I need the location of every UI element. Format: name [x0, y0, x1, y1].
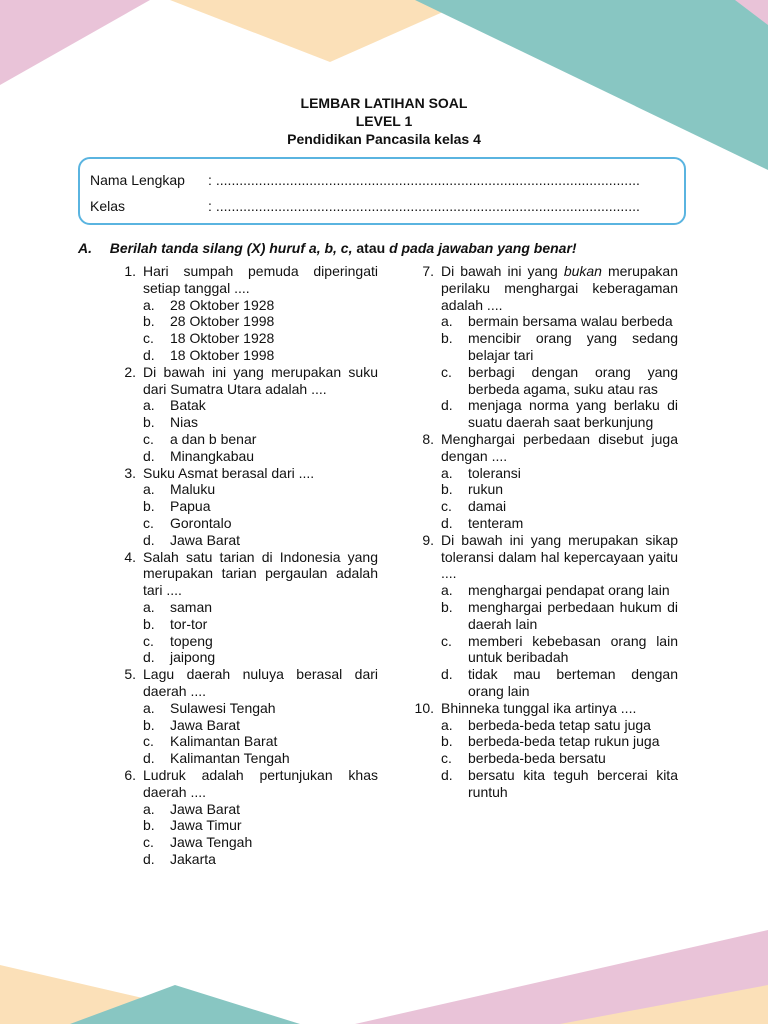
answer-option[interactable] — [143, 717, 378, 734]
option-text: menghargai perbedaan hukum di daerah lain — [468, 598, 678, 632]
answer-option[interactable] — [441, 313, 678, 330]
question-number: 7. — [422, 263, 434, 279]
option-text: 28 Oktober 1928 — [170, 296, 275, 313]
option-letter: b. — [143, 615, 155, 632]
option-text: Kalimantan Tengah — [170, 750, 290, 767]
option-letter: b. — [441, 598, 453, 615]
option-text: Gorontalo — [170, 514, 232, 531]
option-letter: d. — [441, 666, 453, 683]
option-letter: d. — [441, 766, 453, 783]
name-label: Nama Lengkap — [90, 172, 185, 188]
option-letter: c. — [143, 834, 154, 851]
question-number: 4. — [124, 548, 136, 565]
question-number: 6. — [124, 766, 136, 783]
option-letter: b. — [143, 817, 155, 834]
answer-option[interactable] — [143, 750, 378, 767]
option-text: Maluku — [170, 481, 216, 498]
question-row — [112, 767, 378, 801]
option-text: topeng — [170, 632, 213, 649]
option-text: menjaga norma yang berlaku di suatu daerah saat berkunjung — [468, 397, 678, 431]
answer-option[interactable] — [143, 599, 378, 616]
question-text-part: merupakan perilaku menghargai keberagaman adalah .... — [441, 263, 678, 313]
option-letter: d. — [143, 850, 155, 867]
option-text: saman — [170, 598, 213, 615]
answer-option[interactable] — [143, 801, 378, 818]
option-text: Jakarta — [170, 850, 216, 867]
option-letter: b. — [143, 716, 155, 733]
option-letter: d. — [143, 447, 155, 464]
option-letter: b. — [441, 330, 453, 347]
option-text: Sulawesi Tengah — [170, 699, 276, 716]
answer-option[interactable] — [143, 448, 378, 465]
answer-option[interactable] — [441, 666, 678, 700]
question-item — [112, 549, 378, 667]
question-item — [410, 431, 678, 532]
option-letter: d. — [441, 397, 453, 414]
answer-option[interactable] — [143, 700, 378, 717]
option-text: Kalimantan Barat — [170, 733, 278, 750]
name-separator: : — [208, 172, 212, 188]
answer-option[interactable] — [143, 347, 378, 364]
question-text-emphasis: bukan — [563, 263, 602, 279]
answer-option[interactable] — [143, 649, 378, 666]
answer-option[interactable] — [441, 515, 678, 532]
option-text: Jawa Barat — [170, 531, 241, 548]
question-number: 10. — [414, 699, 434, 716]
option-text: jaipong — [170, 649, 216, 666]
answer-option[interactable] — [143, 733, 378, 750]
option-letter: a. — [441, 313, 453, 330]
question-text: Salah satu tarian di Indonesia yang merupakan tarian pergaulan adalah tari .... — [143, 548, 378, 599]
option-letter: b. — [143, 498, 155, 515]
worksheet-subject: Pendidikan Pancasila kelas 4 — [287, 131, 481, 147]
question-text: Di bawah ini yang merupakan suku dari Sumatra Utara adalah .... — [143, 363, 378, 397]
option-text: bermain bersama walau berbeda — [468, 313, 673, 330]
option-letter: b. — [441, 733, 453, 750]
answer-option[interactable] — [143, 330, 378, 347]
option-letter: d. — [143, 346, 155, 363]
question-item — [410, 532, 678, 700]
option-letter: c. — [143, 514, 154, 531]
option-letter: c. — [441, 632, 452, 649]
section-instruction — [78, 240, 698, 256]
option-letter: c. — [143, 632, 154, 649]
question-row — [410, 431, 678, 465]
answer-option[interactable] — [143, 834, 378, 851]
question-row — [410, 532, 678, 582]
question-row — [112, 364, 378, 398]
option-text: tidak mau berteman dengan orang lain — [468, 666, 678, 699]
option-letter: c. — [441, 750, 452, 767]
option-text: bersatu kita teguh bercerai kita runtuh — [468, 766, 678, 800]
answer-option[interactable] — [441, 397, 678, 431]
question-text: Suku Asmat berasal dari .... — [143, 464, 315, 481]
option-text: 18 Oktober 1998 — [170, 346, 275, 363]
answer-option[interactable] — [143, 515, 378, 532]
option-letter: a. — [143, 481, 155, 498]
option-letter: c. — [441, 498, 452, 515]
question-text: Menghargai perbedaan disebut juga dengan .... — [441, 430, 678, 464]
option-letter: a. — [143, 699, 155, 716]
answer-option[interactable] — [441, 582, 678, 599]
option-text: tenteram — [468, 514, 524, 531]
option-text: 18 Oktober 1928 — [170, 330, 275, 347]
questions-column-left — [112, 263, 378, 868]
option-letter: a. — [143, 598, 155, 615]
questions-column-right — [410, 263, 678, 801]
class-label: Kelas — [90, 198, 126, 214]
answer-option[interactable] — [441, 364, 678, 398]
option-text: Batak — [170, 397, 206, 414]
question-item — [112, 263, 378, 364]
question-number: 5. — [124, 666, 136, 683]
option-letter: d. — [143, 649, 155, 666]
answer-option[interactable] — [441, 750, 678, 767]
question-text: Di bawah ini yang merupakan sikap toleransi dalam hal kepercayaan yaitu .... — [441, 531, 678, 582]
class-separator: : — [208, 198, 212, 214]
question-number: 3. — [124, 464, 136, 481]
question-item — [112, 465, 378, 549]
option-letter: b. — [441, 481, 453, 498]
answer-option[interactable] — [441, 481, 678, 498]
answer-option[interactable] — [143, 397, 378, 414]
question-item — [112, 767, 378, 868]
answer-option[interactable] — [441, 599, 678, 633]
answer-option[interactable] — [143, 498, 378, 515]
option-text: berbeda-beda bersatu — [468, 750, 606, 767]
question-text-part: Di bawah ini yang — [441, 263, 564, 279]
question-number: 9. — [422, 531, 434, 548]
option-text: tor-tor — [170, 615, 208, 632]
question-item — [112, 364, 378, 465]
question-item — [410, 700, 678, 801]
section-marker: A. — [78, 240, 92, 256]
option-text: Minangkabau — [170, 447, 255, 464]
student-identity-box — [78, 157, 686, 225]
name-fill-line[interactable]: ............................................................................................................. — [215, 172, 640, 188]
question-text: Lagu daerah nuluya berasal dari daerah .... — [143, 666, 378, 699]
option-letter: c. — [143, 330, 154, 347]
option-letter: d. — [143, 750, 155, 767]
worksheet-level: LEVEL 1 — [355, 113, 413, 129]
option-letter: b. — [143, 313, 155, 330]
question-text: Bhinneka tunggal ika artinya .... — [441, 699, 637, 716]
answer-option[interactable] — [441, 330, 678, 364]
question-text: Ludruk adalah pertunjukan khas daerah .... — [143, 766, 378, 800]
answer-option[interactable] — [143, 633, 378, 650]
option-text: 28 Oktober 1998 — [170, 313, 275, 330]
option-text: Jawa Barat — [170, 716, 241, 733]
option-text: a dan b benar — [170, 430, 257, 447]
answer-option[interactable] — [441, 717, 678, 734]
option-letter: c. — [143, 430, 154, 447]
option-text: toleransi — [468, 464, 521, 481]
answer-option[interactable] — [143, 616, 378, 633]
option-letter: b. — [143, 414, 155, 431]
instruction-text-part1: Berilah tanda silang (X) huruf a, b, c, — [109, 240, 353, 256]
question-number: 2. — [124, 363, 136, 380]
option-text: mencibir orang yang sedang belajar tari — [468, 330, 678, 363]
option-text: memberi kebebasan orang lain untuk beribadah — [468, 632, 678, 666]
option-text: Jawa Timur — [170, 817, 242, 834]
option-letter: a. — [441, 716, 453, 733]
option-text: berbeda-beda tetap satu juga — [468, 716, 651, 733]
question-text — [441, 263, 678, 313]
option-letter: c. — [441, 363, 452, 380]
question-number: 8. — [422, 430, 434, 447]
option-text: damai — [468, 498, 507, 515]
question-row — [410, 700, 678, 717]
instruction-text-part2: atau — [356, 240, 386, 256]
option-letter: a. — [143, 296, 155, 313]
class-fill-line[interactable]: ............................................................................................................. — [215, 198, 640, 214]
question-row — [112, 549, 378, 599]
option-letter: a. — [143, 397, 155, 414]
option-letter: a. — [143, 800, 155, 817]
option-text: berbagi dengan orang yang berbeda agama, suku atau ras — [468, 363, 678, 397]
answer-option[interactable] — [143, 414, 378, 431]
answer-option[interactable] — [143, 481, 378, 498]
answer-option[interactable] — [143, 532, 378, 549]
option-text: Papua — [170, 498, 211, 515]
question-row — [410, 263, 678, 313]
question-number: 1. — [124, 263, 136, 279]
question-text: Hari sumpah pemuda diperingati setiap tanggal .... — [143, 263, 378, 296]
option-letter: d. — [143, 531, 155, 548]
class-row — [90, 198, 676, 214]
option-text: Jawa Tengah — [170, 834, 253, 851]
instruction-text-part3: d pada jawaban yang benar! — [389, 240, 577, 256]
option-letter: c. — [143, 733, 154, 750]
option-letter: a. — [441, 464, 453, 481]
name-row — [90, 172, 676, 188]
answer-option[interactable] — [143, 851, 378, 868]
question-row — [112, 465, 378, 482]
option-text: berbeda-beda tetap rukun juga — [468, 733, 660, 750]
option-letter: a. — [441, 582, 453, 599]
option-text: Jawa Barat — [170, 800, 241, 817]
option-text: menghargai pendapat orang lain — [468, 582, 670, 599]
answer-option[interactable] — [441, 498, 678, 515]
option-letter: d. — [441, 514, 453, 531]
option-text: rukun — [468, 481, 504, 498]
answer-option[interactable] — [441, 733, 678, 750]
answer-option[interactable] — [143, 297, 378, 314]
answer-option[interactable] — [441, 633, 678, 667]
worksheet-title: LEMBAR LATIHAN SOAL — [300, 95, 468, 111]
question-item — [410, 263, 678, 431]
answer-option[interactable] — [441, 767, 678, 801]
answer-option[interactable] — [441, 465, 678, 482]
question-row — [112, 666, 378, 700]
answer-option[interactable] — [143, 313, 378, 330]
answer-option[interactable] — [143, 431, 378, 448]
answer-option[interactable] — [143, 817, 378, 834]
question-item — [112, 666, 378, 767]
question-row — [112, 263, 378, 297]
option-text: Nias — [170, 414, 199, 431]
worksheet-header — [0, 94, 768, 148]
